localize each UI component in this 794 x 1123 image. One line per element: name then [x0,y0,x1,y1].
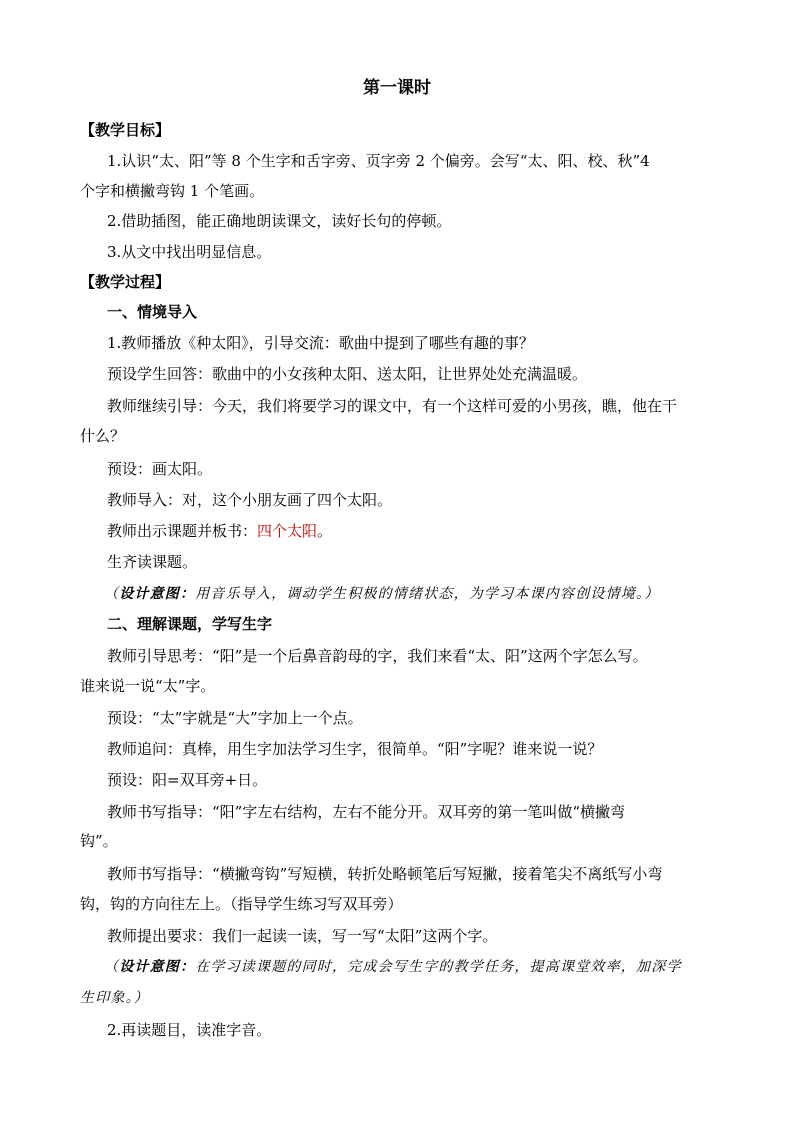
section-1-heading: 一、情境导入 [107,303,198,321]
section-1-paragraph-2: 预设学生回答：歌曲中的小女孩种太阳、送太阳，让世界处处充满温暖。 [107,365,588,383]
section-1-paragraph-5: 教师导入：对，这个小朋友画了四个太阳。 [107,491,393,509]
goal-item-2: 2.借助插图，能正确地朗读课文，读好长句的停顿。 [107,212,452,230]
board-writing-suffix: 。 [317,522,333,540]
section-1-paragraph-3-line-1: 教师继续引导：今天，我们将要学习的课文中，有一个这样可爱的小男孩，瞧，他在干 [107,397,678,415]
section-2-paragraph-1-line-1: 教师引导思考：“阳”是一个后鼻音韵母的字，我们来看“太、阳”这两个字怎么写。 [107,647,648,665]
goals-heading: 【教学目标】 [80,121,171,139]
section-1-paragraph-1: 1.教师播放《种太阳》，引导交流：歌曲中提到了哪些有趣的事？ [107,334,534,352]
section-2-design-intent-line-2: 生印象。） [80,990,149,1006]
goal-item-1-line-2: 个字和横撇弯钩 1 个笔画。 [80,182,265,200]
section-1-paragraph-6 [107,517,747,545]
lesson-title-highlight: 四个太阳 [257,522,318,540]
section-2-paragraph-4: 预设：阳=双耳旁+日。 [107,771,268,789]
section-2-paragraph-2: 预设：“太”字就是“大”字加上一个点。 [107,709,363,727]
design-intent-text: 用音乐导入，调动学生积极的情绪状态，为学习本课内容创设情境。） [195,586,660,602]
design-open-paren: （ [104,959,120,975]
section-2-paragraph-8: 2.再读题目，读准字音。 [107,1021,272,1039]
section-2-paragraph-7: 教师提出要求：我们一起读一读，写一写“太阳”这两个字。 [107,927,498,945]
design-intent-label: 设计意图： [119,959,196,975]
section-1-design-intent [104,580,744,608]
board-writing-prefix: 教师出示课题并板书： [107,522,258,540]
section-2-design-intent-line-1 [104,953,744,981]
section-1-paragraph-7: 生齐读课题。 [107,553,198,571]
design-open-paren: （ [104,586,120,602]
design-intent-text: 在学习读课题的同时，完成会写生字的教学任务，提高课堂效率，加深学 [195,959,682,975]
section-2-paragraph-5-line-1: 教师书写指导：“阳”字左右结构，左右不能分开。双耳旁的第一笔叫做“横撇弯 [107,803,626,821]
section-2-heading: 二、理解课题，学写生字 [107,615,273,633]
goal-item-1-line-1: 1.认识“太、阳”等 8 个生字和舌字旁、页字旁 2 个偏旁。会写“太、阳、校、秋”4 [107,152,650,170]
section-1-paragraph-4: 预设：画太阳。 [107,460,213,478]
page-title: 第一课时 [363,78,431,98]
section-2-paragraph-1-line-2: 谁来说一说“太”字。 [80,677,216,695]
goal-item-3: 3.从文中找出明显信息。 [107,243,272,261]
section-1-paragraph-3-line-2: 什么？ [80,427,126,445]
design-intent-label: 设计意图： [119,586,196,602]
section-2-paragraph-6-line-2: 钩，钩的方向往左上。（指导学生练习写双耳旁） [80,895,403,913]
section-2-paragraph-5-line-2: 钩”。 [80,832,118,850]
process-heading: 【教学过程】 [80,273,171,291]
section-2-paragraph-3: 教师追问：真棒，用生字加法学习生字，很简单。“阳”字呢？谁来说一说？ [107,740,603,758]
section-2-paragraph-6-line-1: 教师书写指导：“横撇弯钩”写短横，转折处略顿笔后写短撇，接着笔尖不离纸写小弯 [107,865,663,883]
